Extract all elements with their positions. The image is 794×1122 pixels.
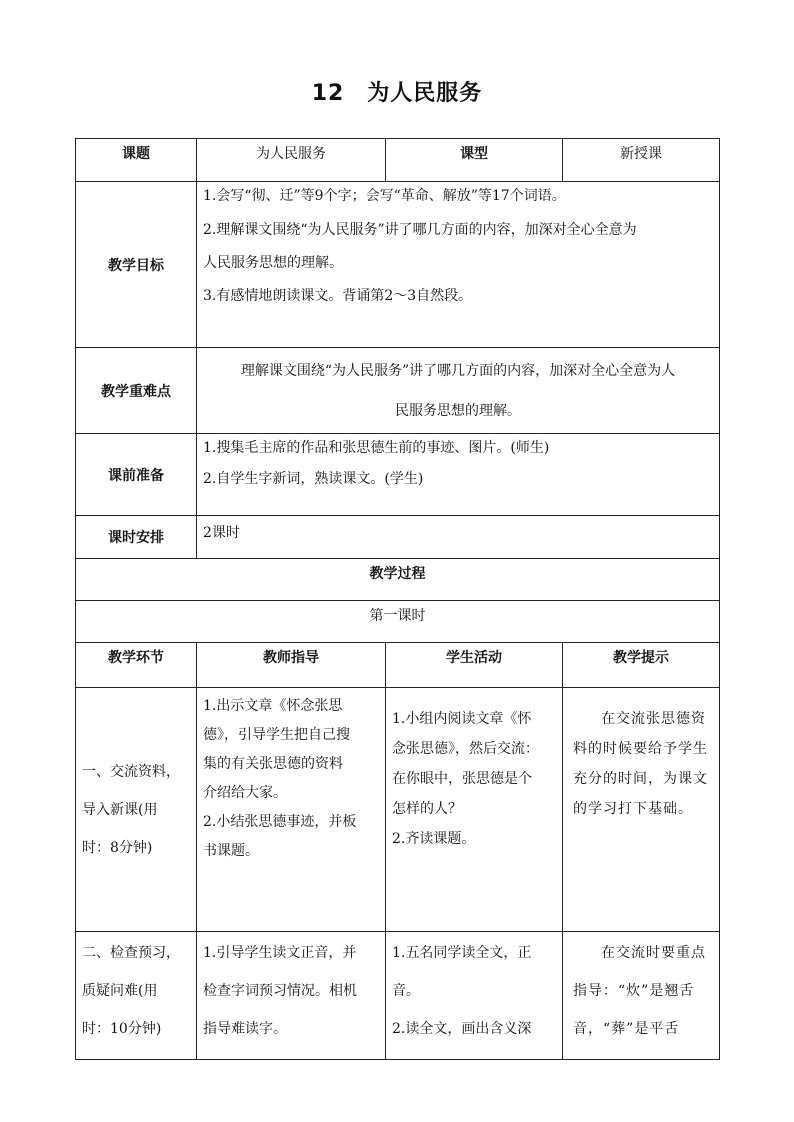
teacher-line: 检查字词预习情况。相机 bbox=[203, 983, 357, 999]
tip-cell bbox=[563, 688, 720, 932]
column-header-student: 学生活动 bbox=[386, 643, 563, 688]
stage-line: 导入新课(用 bbox=[82, 801, 158, 818]
lesson-plan-table bbox=[75, 138, 720, 1060]
teacher-line: 2.小结张思德事迹，并板 bbox=[203, 814, 357, 830]
student-line: 在你眼中，张思德是个 bbox=[392, 771, 532, 787]
key-points-row bbox=[76, 348, 720, 434]
stage-line: 时：8分钟) bbox=[82, 839, 153, 856]
preparation-row bbox=[76, 434, 720, 516]
preparation-line: 2.自学生字新词，熟读课文。(学生) bbox=[203, 471, 424, 487]
tip-text: 在交流时要重点指导：“炊”是翘舌音，“葬”是平舌 bbox=[573, 945, 706, 1037]
student-line: 2.齐读课题。 bbox=[392, 831, 476, 847]
student-line: 1.小组内阅读文章《怀 bbox=[392, 711, 532, 727]
preparation-label: 课前准备 bbox=[76, 434, 197, 516]
topic-label: 课题 bbox=[76, 139, 197, 182]
process-heading-row bbox=[76, 559, 720, 601]
student-line: 2.读全文，画出含义深 bbox=[392, 1021, 532, 1037]
period-row bbox=[76, 601, 720, 643]
goal-line: 3.有感情地朗读课文。背诵第2～3自然段。 bbox=[203, 288, 473, 304]
key-points-label: 教学重难点 bbox=[76, 348, 197, 434]
type-value: 新授课 bbox=[563, 139, 720, 182]
teacher-line: 指导难读字。 bbox=[203, 1021, 287, 1037]
tip-cell bbox=[563, 932, 720, 1060]
goals-label: 教学目标 bbox=[76, 182, 197, 348]
stage-cell bbox=[76, 932, 197, 1060]
teacher-line: 集的有关张思德的资料 bbox=[203, 756, 343, 772]
goal-line: 1.会写“彻、迁”等9个字；会写“革命、解放”等17个词语。 bbox=[203, 188, 566, 204]
teacher-line: 书课题。 bbox=[203, 843, 259, 859]
teacher-line: 1.引导学生读文正音，并 bbox=[203, 945, 357, 961]
teacher-cell bbox=[197, 932, 386, 1060]
process-heading: 教学过程 bbox=[76, 559, 720, 601]
key-points-line: 民服务思想的理解。 bbox=[395, 402, 521, 419]
goal-line: 人民服务思想的理解。 bbox=[203, 255, 343, 271]
topic-value: 为人民服务 bbox=[197, 139, 386, 182]
tip-text: 在交流张思德资料的时候要给予学生充分的时间，为课文的学习打下基础。 bbox=[573, 711, 708, 817]
table-row bbox=[76, 932, 720, 1060]
goal-line: 2.理解课文围绕“为人民服务”讲了哪几方面的内容，加深对全心全意为 bbox=[203, 222, 637, 238]
stage-line: 二、检查预习， bbox=[82, 945, 180, 961]
teacher-cell bbox=[197, 688, 386, 932]
column-header-stage: 教学环节 bbox=[76, 643, 197, 688]
type-label: 课型 bbox=[386, 139, 563, 182]
student-line: 怎样的人？ bbox=[392, 801, 462, 817]
student-line: 音。 bbox=[392, 983, 420, 999]
schedule-label: 课时安排 bbox=[76, 516, 197, 559]
stage-line: 时：10分钟) bbox=[82, 1021, 162, 1037]
preparation-content bbox=[197, 434, 720, 516]
student-cell bbox=[386, 688, 563, 932]
schedule-value: 2课时 bbox=[197, 516, 720, 559]
column-header-teacher: 教师指导 bbox=[197, 643, 386, 688]
process-column-headers bbox=[76, 643, 720, 688]
column-header-tip: 教学提示 bbox=[563, 643, 720, 688]
key-points-content bbox=[197, 348, 720, 434]
preparation-line: 1.搜集毛主席的作品和张思德生前的事迹、图片。(师生) bbox=[203, 440, 550, 456]
teacher-line: 德》，引导学生把自己搜 bbox=[203, 727, 350, 743]
goals-content bbox=[197, 182, 720, 348]
student-line: 念张思德》，然后交流： bbox=[392, 741, 539, 757]
teacher-line: 1.出示文章《怀念张思 bbox=[203, 698, 343, 714]
stage-line: 一、交流资料， bbox=[82, 763, 180, 780]
student-cell bbox=[386, 932, 563, 1060]
schedule-row bbox=[76, 516, 720, 559]
stage-line: 质疑问难(用 bbox=[82, 983, 158, 999]
page-title: 12 为人民服务 bbox=[311, 81, 483, 106]
key-points-line: 理解课文围绕“为人民服务”讲了哪几方面的内容，加深对全心全意为人 bbox=[240, 362, 676, 379]
period-label: 第一课时 bbox=[76, 601, 720, 643]
student-line: 1.五名同学读全文，正 bbox=[392, 945, 532, 961]
stage-cell bbox=[76, 688, 197, 932]
table-row bbox=[76, 688, 720, 932]
goals-row bbox=[76, 182, 720, 348]
header-row bbox=[76, 139, 720, 182]
teacher-line: 介绍给大家。 bbox=[203, 785, 287, 801]
